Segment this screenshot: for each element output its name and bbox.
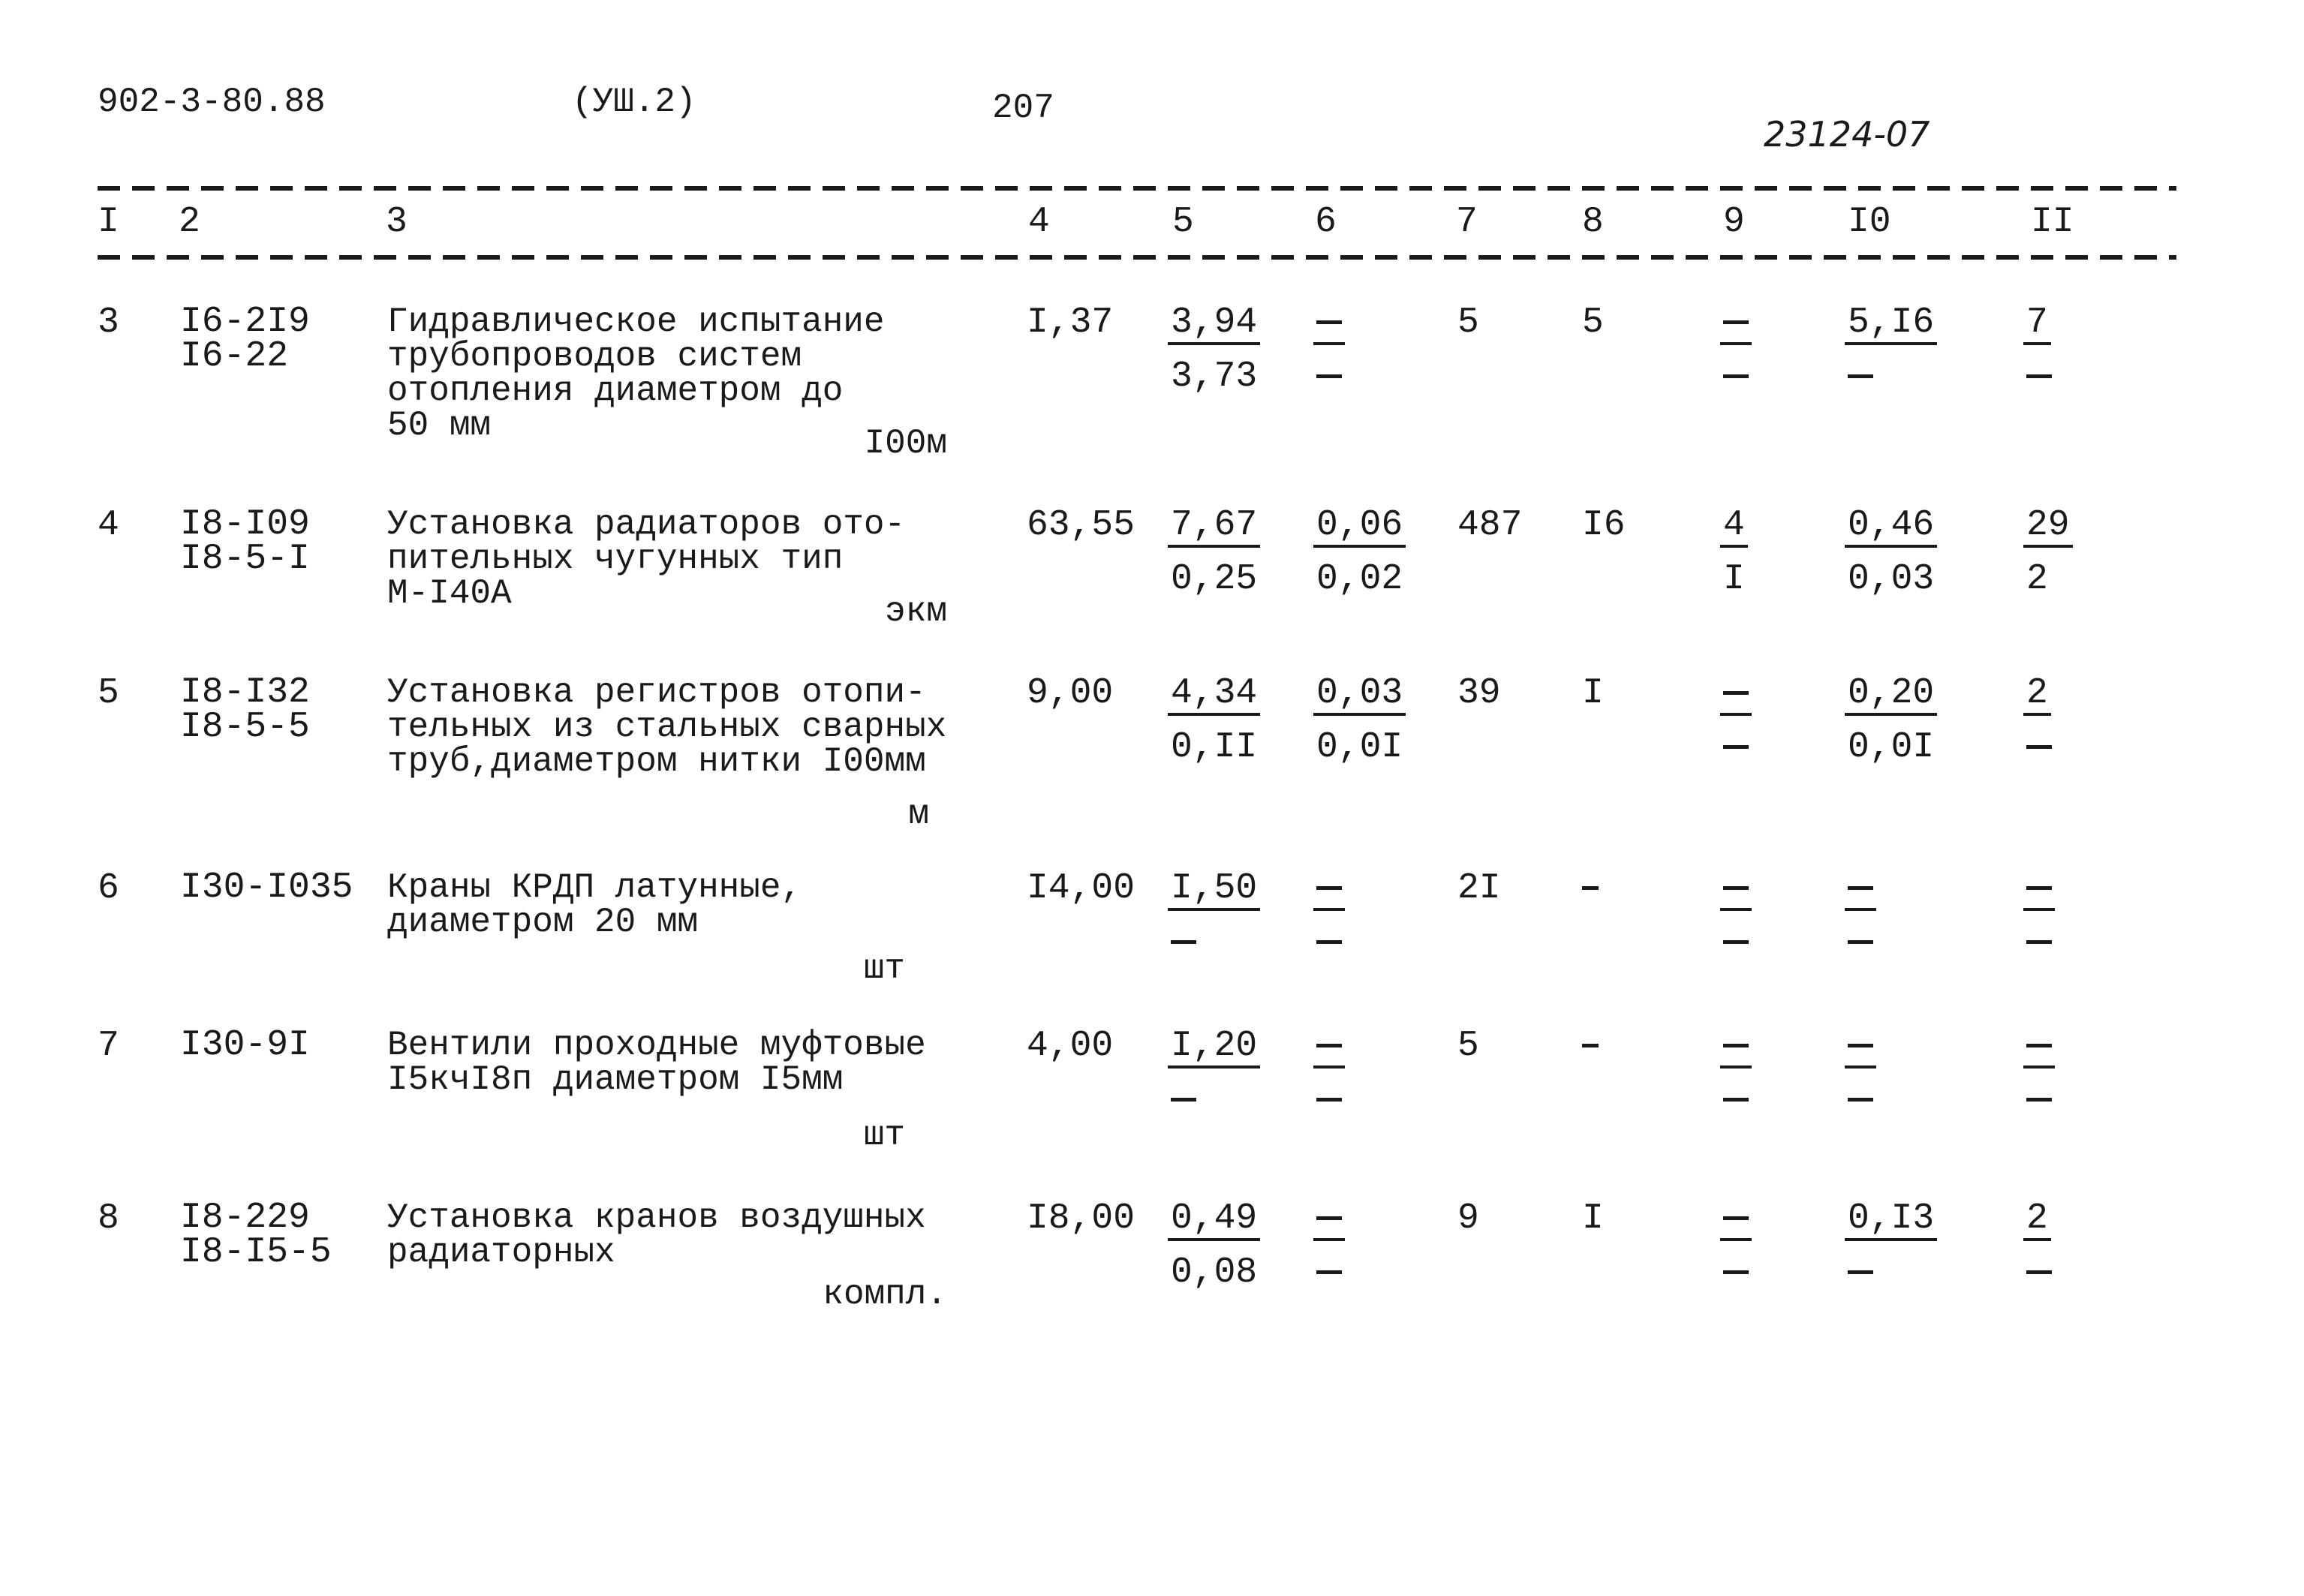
machine-cost bbox=[1313, 673, 1406, 768]
row-number: 5 bbox=[98, 673, 119, 714]
dash-mark bbox=[1723, 940, 1749, 944]
col8-value bbox=[1582, 870, 1599, 906]
unit-cost-denominator: 0,II bbox=[1171, 727, 1258, 768]
col10-pair bbox=[1845, 505, 1937, 600]
measure-unit: I00м bbox=[864, 424, 947, 463]
dash-mark bbox=[1848, 1044, 1873, 1047]
col-header-1: I bbox=[98, 202, 119, 242]
col11-pair-denominator bbox=[2023, 1082, 2055, 1118]
quantity: I8,00 bbox=[1027, 1198, 1135, 1239]
col-header-3: 3 bbox=[386, 202, 408, 242]
dash-mark bbox=[1316, 1270, 1342, 1274]
col11-pair bbox=[2023, 1028, 2055, 1118]
dash-mark bbox=[1723, 1216, 1749, 1220]
quantity: I4,00 bbox=[1027, 868, 1135, 909]
rate-codes: I8-229 I8-I5-5 bbox=[180, 1198, 332, 1273]
machine-cost-denominator bbox=[1313, 1255, 1345, 1291]
work-description: Вентили проходные муфтовые I5кчI8п диаметром I5мм bbox=[387, 1026, 926, 1099]
quantity: 63,55 bbox=[1027, 505, 1135, 546]
page-number: 207 bbox=[992, 89, 1054, 128]
col9-pair-numerator bbox=[1720, 870, 1752, 911]
dash-mark bbox=[2026, 374, 2052, 378]
document-code: 902-3-80.88 bbox=[98, 83, 326, 122]
col10-pair-denominator bbox=[1845, 1082, 1876, 1118]
work-description: Установка кранов воздушных радиаторных bbox=[387, 1198, 926, 1272]
col9-pair bbox=[1720, 675, 1752, 765]
col9-pair bbox=[1720, 1201, 1752, 1291]
dash-mark bbox=[1316, 374, 1342, 378]
col10-pair-numerator: 0,20 bbox=[1845, 675, 1937, 716]
dash-mark bbox=[1723, 1044, 1749, 1047]
dash-mark bbox=[1848, 886, 1873, 890]
measure-unit: м bbox=[908, 795, 929, 834]
machine-cost-numerator bbox=[1313, 305, 1345, 345]
section-label: (УШ.2) bbox=[572, 83, 696, 122]
machine-cost bbox=[1313, 505, 1406, 600]
col7-value: 5 bbox=[1457, 302, 1479, 343]
col-header-8: 8 bbox=[1582, 202, 1604, 242]
col8-value: I bbox=[1582, 673, 1604, 714]
dash-mark bbox=[1848, 1098, 1873, 1102]
machine-cost-numerator bbox=[1313, 1201, 1345, 1241]
row-number: 3 bbox=[98, 302, 119, 343]
col11-pair-numerator: 2 bbox=[2023, 675, 2051, 716]
col9-pair-denominator bbox=[1720, 1082, 1752, 1118]
col10-pair-denominator bbox=[1845, 924, 1876, 960]
col10-pair-numerator: 5,I6 bbox=[1845, 305, 1937, 345]
col11-pair-denominator bbox=[2023, 1255, 2052, 1291]
dash-mark bbox=[1316, 1216, 1342, 1220]
dash-mark bbox=[2026, 1044, 2052, 1047]
dash-mark bbox=[1316, 940, 1342, 944]
col10-pair-numerator bbox=[1845, 1028, 1876, 1069]
rate-codes: I30-I035 bbox=[180, 867, 353, 908]
col-header-6: 6 bbox=[1315, 202, 1337, 242]
col10-pair bbox=[1845, 302, 1937, 395]
col10-pair-numerator: 0,46 bbox=[1845, 507, 1937, 548]
machine-cost-denominator bbox=[1313, 359, 1345, 395]
work-description: Установка радиаторов ото- пительных чугунных тип М-I40А bbox=[387, 505, 906, 613]
col7-value: 9 bbox=[1457, 1198, 1479, 1239]
col11-pair-numerator: 7 bbox=[2023, 305, 2051, 345]
col10-pair bbox=[1845, 870, 1876, 960]
col9-pair-denominator bbox=[1720, 359, 1752, 395]
col11-pair bbox=[2023, 870, 2055, 960]
col9-pair-numerator bbox=[1720, 305, 1752, 345]
row-number: 7 bbox=[98, 1026, 119, 1066]
unit-cost bbox=[1168, 302, 1260, 397]
unit-cost-numerator: I,20 bbox=[1168, 1028, 1260, 1069]
col10-pair-denominator bbox=[1845, 1255, 1937, 1291]
unit-cost-denominator: 3,73 bbox=[1171, 356, 1258, 397]
col11-pair-numerator: 29 bbox=[2023, 507, 2073, 548]
machine-cost-denominator bbox=[1313, 1082, 1345, 1118]
rate-codes: I6-2I9 I6-22 bbox=[180, 302, 310, 377]
rate-codes: I30-9I bbox=[180, 1025, 310, 1066]
col-header-9: 9 bbox=[1723, 202, 1745, 242]
dash-mark bbox=[1848, 1270, 1873, 1274]
col-header-10: I0 bbox=[1848, 202, 1891, 242]
col11-pair bbox=[2023, 505, 2073, 600]
quantity: I,37 bbox=[1027, 302, 1114, 343]
dash-mark bbox=[1723, 745, 1749, 749]
dash-mark bbox=[2026, 886, 2052, 890]
unit-cost-denominator bbox=[1168, 924, 1260, 960]
col9-pair bbox=[1720, 870, 1752, 960]
col8-value bbox=[1582, 1028, 1599, 1064]
unit-cost bbox=[1168, 870, 1260, 960]
unit-cost-numerator: 0,49 bbox=[1168, 1201, 1260, 1241]
quantity: 4,00 bbox=[1027, 1026, 1114, 1066]
col11-pair-denominator bbox=[2023, 924, 2055, 960]
col-header-2: 2 bbox=[179, 202, 200, 242]
header-top-rule bbox=[98, 186, 2176, 191]
dash-mark bbox=[1582, 1044, 1599, 1047]
col11-pair-denominator bbox=[2023, 359, 2052, 395]
dash-mark bbox=[1723, 374, 1749, 378]
col7-value: 2I bbox=[1457, 868, 1501, 909]
col9-pair-denominator bbox=[1720, 729, 1752, 765]
col-header-11: II bbox=[2031, 202, 2074, 242]
col8-value: I6 bbox=[1582, 505, 1626, 546]
dash-mark bbox=[1171, 1098, 1196, 1102]
dash-mark bbox=[1723, 1270, 1749, 1274]
dash-mark bbox=[1171, 940, 1196, 944]
unit-cost bbox=[1168, 505, 1260, 600]
measure-unit: шт bbox=[863, 949, 905, 988]
dash-mark bbox=[1723, 320, 1749, 324]
header-bottom-rule bbox=[98, 255, 2176, 260]
machine-cost-numerator: 0,06 bbox=[1313, 507, 1406, 548]
unit-cost-numerator: 7,67 bbox=[1168, 507, 1260, 548]
row-number: 4 bbox=[98, 505, 119, 546]
col11-pair-denominator: 2 bbox=[2026, 559, 2048, 600]
col9-pair bbox=[1720, 1028, 1752, 1118]
unit-cost-numerator: 3,94 bbox=[1168, 305, 1260, 345]
work-description: Установка регистров отопи- тельных из стальных сварных труб,диаметром нитки I00мм bbox=[387, 673, 947, 781]
col11-pair bbox=[2023, 302, 2052, 395]
machine-cost-denominator: 0,02 bbox=[1316, 559, 1403, 600]
col10-pair-denominator: 0,03 bbox=[1848, 559, 1935, 600]
col9-pair-denominator: I bbox=[1723, 559, 1745, 600]
dash-mark bbox=[1848, 374, 1873, 378]
dash-mark bbox=[1316, 1098, 1342, 1102]
unit-cost-denominator bbox=[1168, 1082, 1260, 1118]
dash-mark bbox=[2026, 745, 2052, 749]
dash-mark bbox=[1723, 886, 1749, 890]
col9-pair-denominator bbox=[1720, 924, 1752, 960]
dash-mark bbox=[1848, 940, 1873, 944]
machine-cost-numerator: 0,03 bbox=[1313, 675, 1406, 716]
dash-mark bbox=[1316, 1044, 1342, 1047]
measure-unit: компл. bbox=[823, 1275, 947, 1314]
col10-pair bbox=[1845, 1028, 1876, 1118]
work-description: Краны КРДП латунные, диаметром 20 мм bbox=[387, 868, 802, 942]
machine-cost-denominator bbox=[1313, 924, 1345, 960]
unit-cost-numerator: 4,34 bbox=[1168, 675, 1260, 716]
rate-codes: I8-I09 I8-5-I bbox=[180, 504, 310, 579]
dash-mark bbox=[2026, 940, 2052, 944]
dash-mark bbox=[1316, 886, 1342, 890]
unit-cost-numerator: I,50 bbox=[1168, 870, 1260, 911]
work-description: Гидравлическое испытание трубопроводов систем отопления диаметром до 50 мм bbox=[387, 302, 885, 445]
dash-mark bbox=[2026, 1098, 2052, 1102]
col7-value: 39 bbox=[1457, 673, 1501, 714]
machine-cost-numerator bbox=[1313, 870, 1345, 911]
col9-pair-numerator bbox=[1720, 1201, 1752, 1241]
col11-pair-numerator: 2 bbox=[2023, 1201, 2051, 1241]
col7-value: 5 bbox=[1457, 1026, 1479, 1066]
col10-pair bbox=[1845, 673, 1937, 768]
dash-mark bbox=[1723, 1098, 1749, 1102]
col7-value: 487 bbox=[1457, 505, 1523, 546]
col-header-5: 5 bbox=[1172, 202, 1194, 242]
col8-value: 5 bbox=[1582, 302, 1604, 343]
machine-cost-denominator: 0,0I bbox=[1316, 727, 1403, 768]
col8-value: I bbox=[1582, 1198, 1604, 1239]
machine-cost-numerator bbox=[1313, 1028, 1345, 1069]
machine-cost bbox=[1313, 1028, 1345, 1118]
unit-cost-denominator: 0,25 bbox=[1171, 559, 1258, 600]
machine-cost bbox=[1313, 1201, 1345, 1291]
col11-pair bbox=[2023, 1198, 2052, 1291]
col-header-7: 7 bbox=[1456, 202, 1478, 242]
col10-pair-numerator: 0,I3 bbox=[1845, 1201, 1937, 1241]
col9-pair bbox=[1720, 305, 1752, 395]
archive-number: 23124-07 bbox=[1764, 114, 1930, 155]
unit-cost bbox=[1168, 1028, 1260, 1118]
dash-mark bbox=[1723, 691, 1749, 695]
col9-pair-denominator bbox=[1720, 1255, 1752, 1291]
col11-pair-numerator bbox=[2023, 1028, 2055, 1069]
dash-mark bbox=[2026, 1270, 2052, 1274]
unit-cost-denominator: 0,08 bbox=[1171, 1252, 1258, 1293]
dash-mark bbox=[1316, 320, 1342, 324]
col10-pair-numerator bbox=[1845, 870, 1876, 911]
row-number: 6 bbox=[98, 868, 119, 909]
quantity: 9,00 bbox=[1027, 673, 1114, 714]
col9-pair bbox=[1720, 505, 1748, 600]
rate-codes: I8-I32 I8-5-5 bbox=[180, 672, 310, 747]
col10-pair bbox=[1845, 1198, 1937, 1291]
measure-unit: шт bbox=[863, 1116, 905, 1155]
col9-pair-numerator bbox=[1720, 1028, 1752, 1069]
dash-mark bbox=[1582, 886, 1599, 890]
row-number: 8 bbox=[98, 1198, 119, 1239]
unit-cost bbox=[1168, 673, 1260, 768]
machine-cost bbox=[1313, 305, 1345, 395]
measure-unit: экм bbox=[885, 592, 947, 631]
machine-cost bbox=[1313, 870, 1345, 960]
col9-pair-numerator: 4 bbox=[1720, 507, 1748, 548]
unit-cost bbox=[1168, 1198, 1260, 1293]
col11-pair-numerator bbox=[2023, 870, 2055, 911]
col11-pair bbox=[2023, 675, 2052, 765]
col9-pair-numerator bbox=[1720, 675, 1752, 716]
col-header-4: 4 bbox=[1028, 202, 1050, 242]
col11-pair-denominator bbox=[2023, 729, 2052, 765]
col10-pair-denominator: 0,0I bbox=[1848, 727, 1935, 768]
col10-pair-denominator bbox=[1845, 359, 1937, 395]
